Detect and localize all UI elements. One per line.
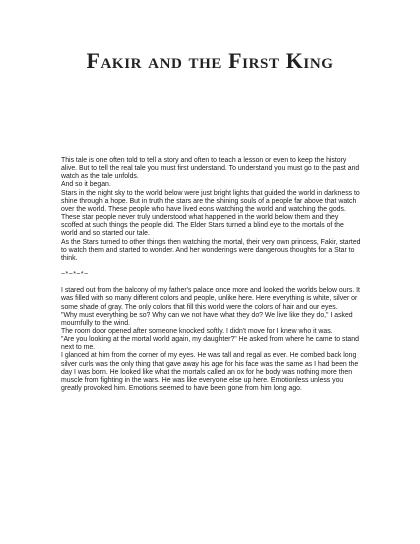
story-body bbox=[61, 157, 361, 393]
spacer bbox=[61, 263, 361, 271]
paragraph: I glanced at him from the corner of my eyes. He was tall and regal as ever. He combed back long silver curls was the only thing that gave away his age for his face was the same as I had been the day I was born. He looked like what the mortals called an ox for he body was nothing more then muscle from fighting in the wars. He was like everyone else up here. Emotionless unless you greatly provoked him. Emotions seemed to have been gone from him long ago. bbox=[61, 352, 359, 393]
paragraph: The room door opened after someone knocked softly. I didn't move for I knew who it was. bbox=[61, 327, 333, 335]
page-title: Fakir and the First King bbox=[86, 48, 334, 73]
paragraph: I stared out from the balcony of my father's palace once more and looked the worlds below ours. It was filled with so many different colors and people, unlike here. Here everything is white, silver or some shade of gray. The only colors that fill this world were the colors of hair and our eyes. bbox=[61, 287, 360, 311]
paragraph: These star people never truly understood what happened in the world below them and they scoffed at such things the people did. The Elder Stars turned a blind eye to the mortals of the world and so started our tale. bbox=[61, 214, 344, 238]
section-divider: ~*~*~*~ bbox=[61, 271, 89, 279]
paragraph: "Are you looking at the mortal world again, my daughter?" He asked from where he came to stand next to me. bbox=[61, 336, 359, 352]
spacer bbox=[61, 279, 361, 287]
paragraph: As the Stars turned to other things then watching the mortal, their very own princess, Fakir, started to watch them and started to wonder. And her wonderings were dangerous thoughts for a Star to think. bbox=[61, 238, 361, 262]
paragraph: This tale is one often told to tell a story and often to teach a lesson or even to keep the history alive. But to tell the real tale you must first understand. To understand you must go to the past and watch as the tale unfolds. bbox=[61, 157, 360, 181]
paragraph: "Why must everything be so? Why can we not have what they do? We live like they do," I asked mournfully to the wind. bbox=[61, 311, 353, 327]
paragraph: Stars in the night sky to the world below were just bright lights that guided the world in darkness to shine through a hope. But in truth the stars are the shining souls of a people far above that watch over the world. These people who have lived eons watching the world and watching the gods. bbox=[61, 189, 360, 213]
paragraph: And so it began. bbox=[61, 181, 111, 189]
